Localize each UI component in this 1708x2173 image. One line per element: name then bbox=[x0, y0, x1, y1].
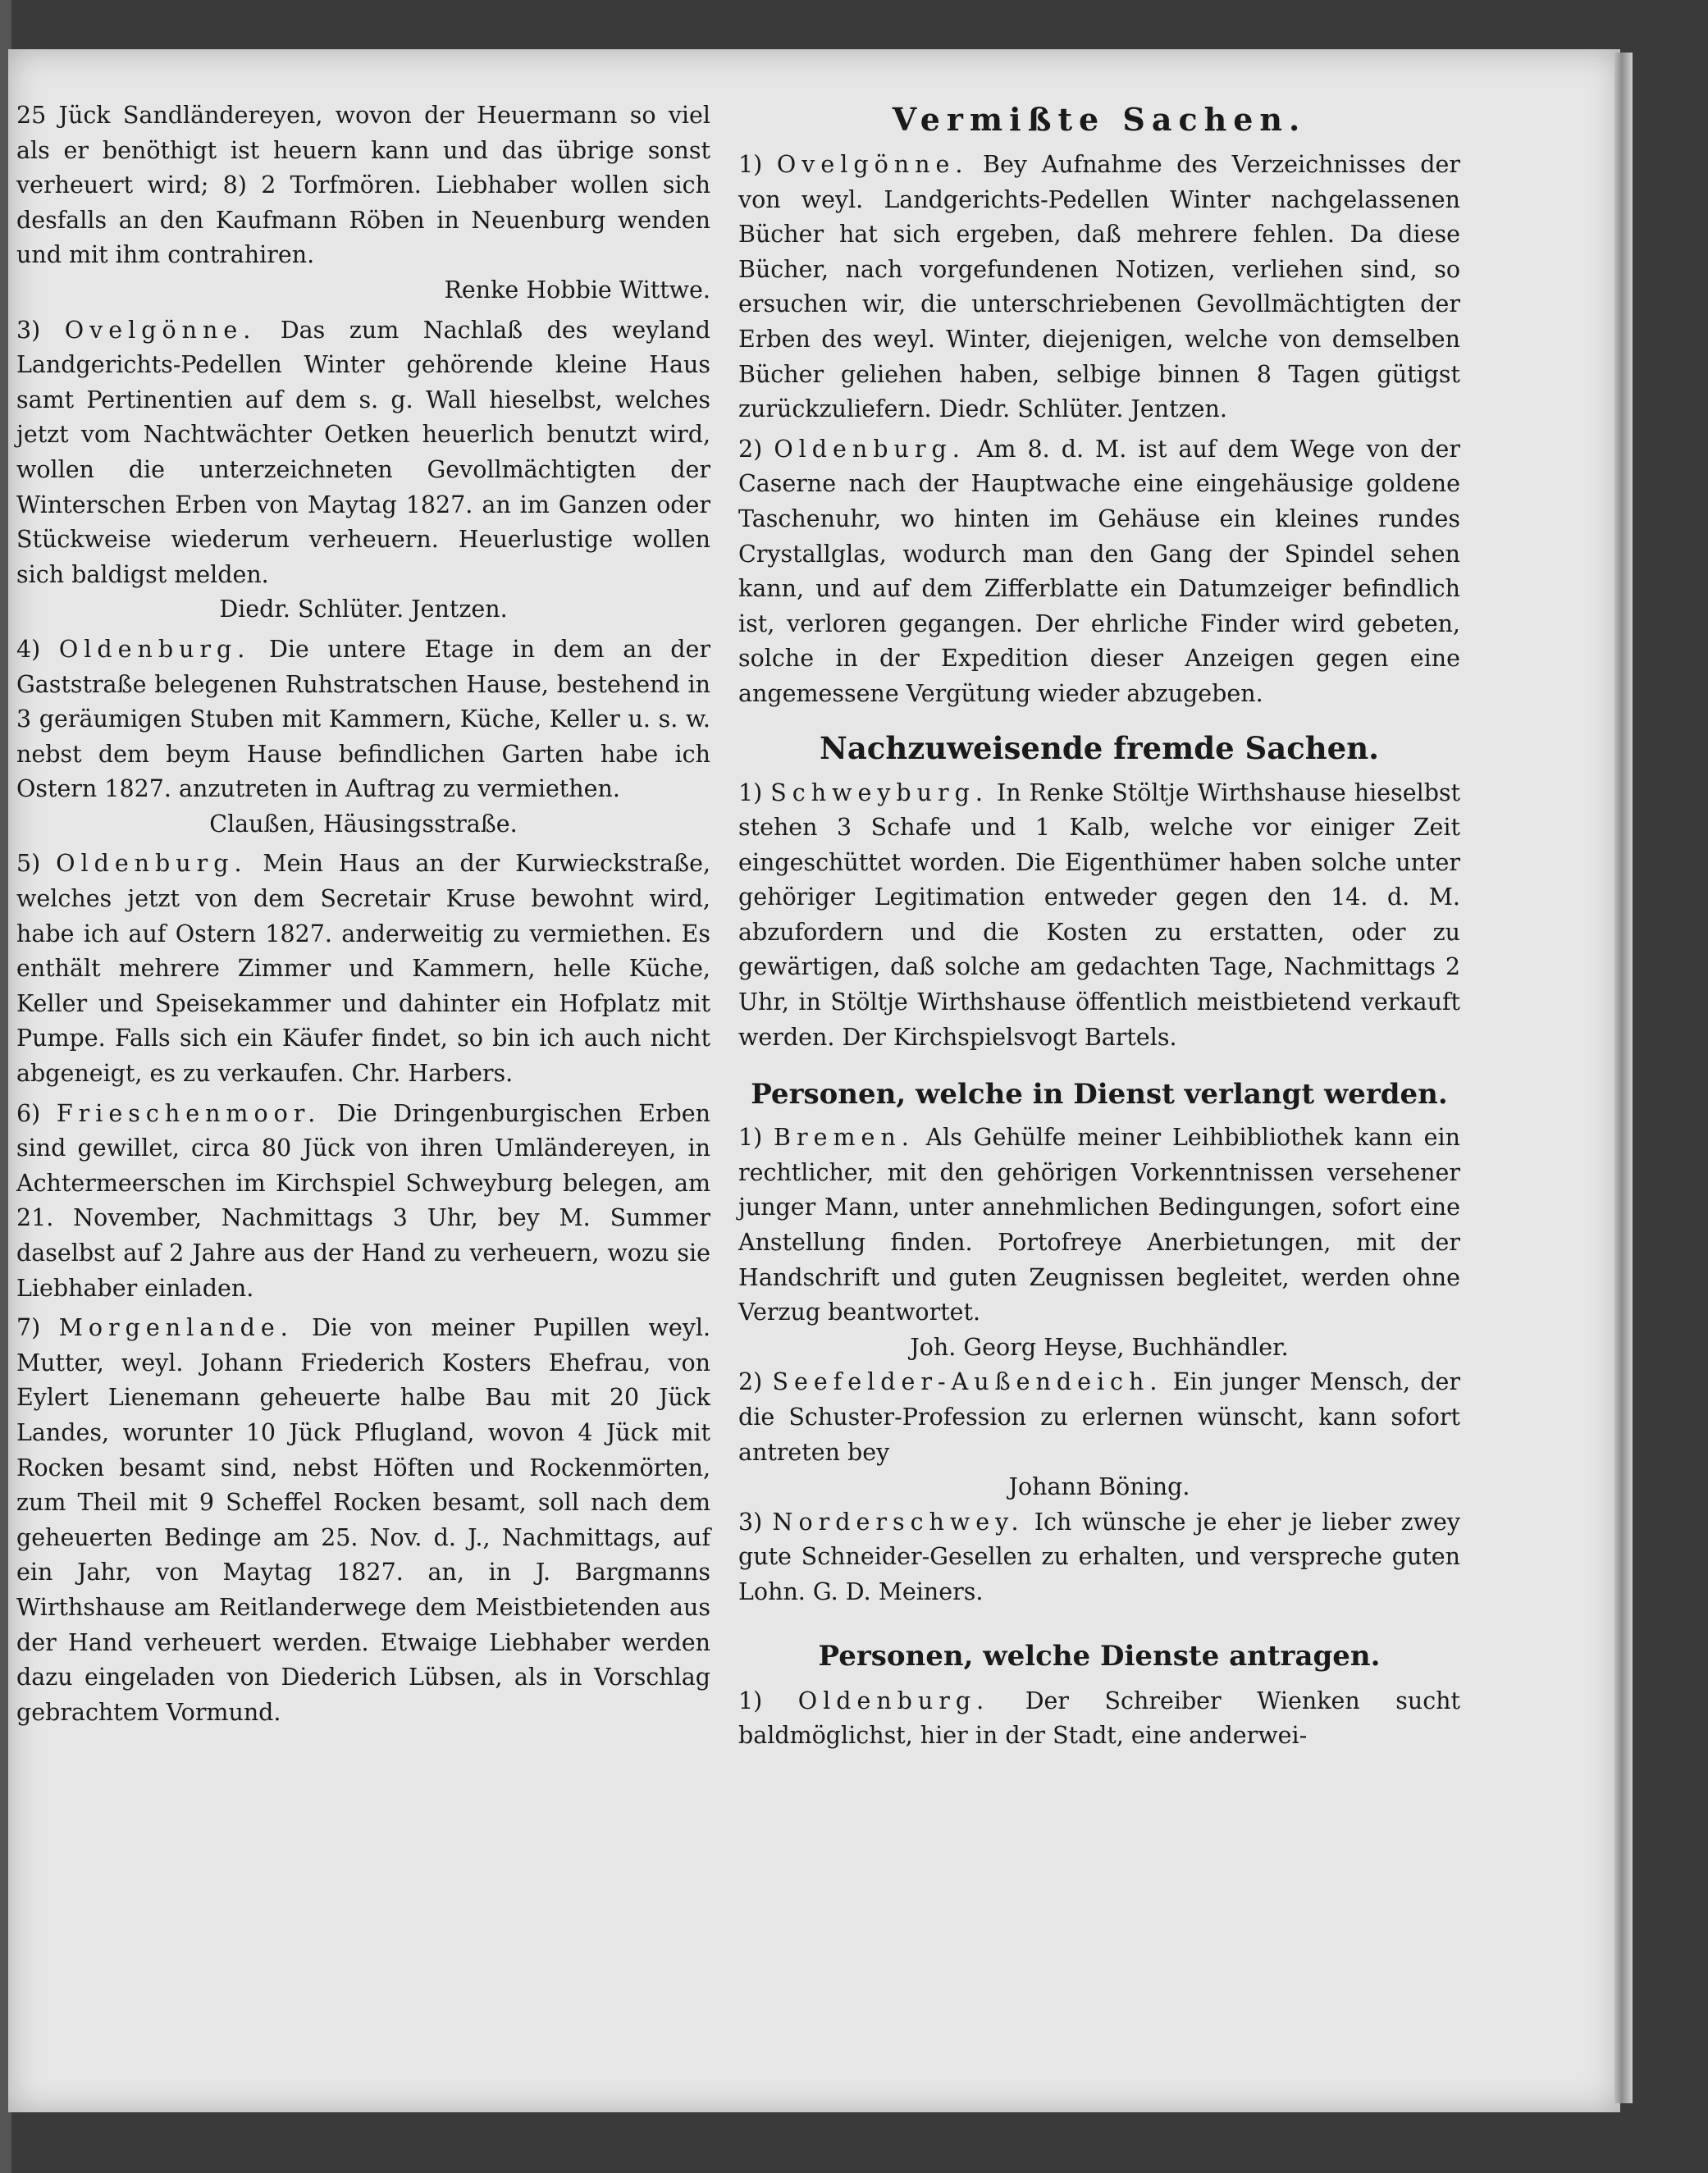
notice-entry bbox=[16, 847, 710, 1091]
signature: Diedr. Schlüter. Jentzen. bbox=[938, 395, 1227, 423]
entry-place: Oldenburg. bbox=[797, 1687, 990, 1714]
entry-text: Mein Haus an der Kurwieckstraße, welches jetzt von dem Secretair Kruse bewohnt wird, habe ich auf Ostern 1827. anderweitig zu vermiethen. Es enthält mehrere Zimmer und Kammern, helle Küche, Keller und Speisekammer und dahinter ein Hofplatz mit Pumpe. Falls sich ein Käufer findet, so bin ich auch nicht abgeneigt, es zu verkaufen. bbox=[16, 850, 711, 1088]
right-column bbox=[738, 98, 1460, 1754]
signature: Chr. Harbers. bbox=[351, 1060, 514, 1088]
entry-place: Oldenburg. bbox=[774, 435, 966, 463]
notice-entry bbox=[738, 1121, 1460, 1365]
entry-place: Morgenlande. bbox=[58, 1314, 294, 1342]
signature: Diedr. Schlüter. Jentzen. bbox=[219, 596, 508, 623]
entry-number: 1) bbox=[738, 1124, 763, 1152]
continued-paragraph bbox=[16, 98, 710, 308]
paragraph-text: 25 Jück Sandländereyen, wovon der Heuermann so viel als er benöthigt ist heuern kann und das übrige sonst verheuert wird; 8) 2 Torfmören. Liebhaber wollen sich desfalls an den Kaufmann Röben in Neuenburg wenden und mit ihm contrahiren. bbox=[16, 102, 710, 269]
notice-entry bbox=[16, 632, 710, 842]
entry-text: In Renke Stöltje Wirthshause hieselbst stehen 3 Schafe und 1 Kalb, welche vor einiger Zeit eingeschüttet worden. Die Eigenthümer haben solche unter gehöriger Legitimation entweder gegen den 14. d. M. abzufordern und die Kosten zu erstatten, oder zu gewärtigen, daß solche am gedachten Tage, Nachmittags 2 Uhr, in Stöltje Wirthshause öffentlich meistbietend verkauft werden. bbox=[738, 778, 1461, 1051]
entry-number: 1) bbox=[738, 151, 763, 178]
entry-number: 3) bbox=[738, 1508, 763, 1536]
entry-place: Frieschenmoor. bbox=[56, 1099, 322, 1127]
entry-text: Am 8. d. M. ist auf dem Wege von der Caserne nach der Hauptwache eine eingehäusige goldene Taschenuhr, wo hinten im Gehäuse ein kleines rundes Crystallglas, wodurch man den Gang der Spindel sehen kann, und auf dem Zifferblatte ein Datumzeiger befindlich ist, verloren gegangen. Der ehrliche Finder wird gebeten, solche in der Expedition dieser Anzeigen gegen eine angemessene Vergütung wieder abzugeben. bbox=[738, 435, 1461, 707]
section-heading: Nachzuweisende fremde Sachen. bbox=[820, 729, 1379, 766]
entry-number: 3) bbox=[16, 316, 41, 344]
notice-entry bbox=[738, 1505, 1460, 1610]
signature: Johann Böning. bbox=[1008, 1473, 1190, 1501]
entry-text: Ich wünsche je eher je lieber zwey gute Schneider-Gesellen zu erhalten, und verspreche guten Lohn. bbox=[738, 1508, 1460, 1605]
entry-place: Oldenburg. bbox=[58, 635, 251, 663]
entry-text: Die untere Etage in dem an der Gaststraße belegenen Ruhstratschen Hause, bestehend in 3 geräumigen Stuben mit Kammern, Küche, Keller u. s. w. nebst dem beym Hause befindlichen Garten habe ich Ostern 1827. anzutreten in Auftrag zu vermiethen. bbox=[16, 635, 710, 803]
entry-place: Ovelgönne. bbox=[64, 316, 257, 344]
notice-entry bbox=[738, 776, 1460, 1056]
entry-place: Bremen. bbox=[774, 1124, 915, 1152]
entry-number: 2) bbox=[738, 1368, 763, 1396]
entry-text: Ein junger Mensch, der die Schuster-Profession zu erlernen wünscht, kann sofort antreten bey bbox=[738, 1368, 1460, 1466]
entry-place: Ovelgönne. bbox=[776, 151, 969, 178]
entry-number: 1) bbox=[738, 778, 763, 806]
signature: Claußen, Häusingsstraße. bbox=[209, 810, 518, 838]
page-stack-edge bbox=[1614, 52, 1633, 2103]
entry-number: 7) bbox=[16, 1314, 41, 1342]
entry-text: Bey Aufnahme des Verzeichnisses der von weyl. Landgerichts-Pedellen Winter nachgelassenen Bücher hat sich ergeben, daß mehrere fehlen. Da diese Bücher, nach vorgefundenen Notizen, verliehen sind, so ersuchen wir, die unterschriebenen Gevollmächtigten der Erben des weyl. Winter, diejenigen, welche von demselben Bücher geliehen haben, selbige binnen 8 Tagen gütigst zurückzuliefern. bbox=[738, 151, 1461, 423]
section-heading: Personen, welche in Dienst verlangt werden. bbox=[751, 1078, 1448, 1112]
notice-entry bbox=[738, 148, 1460, 427]
signature: Der Kirchspielsvogt Bartels. bbox=[842, 1023, 1177, 1051]
entry-place: Schweyburg. bbox=[770, 778, 989, 806]
entry-number: 2) bbox=[738, 435, 763, 463]
entry-place: Norderschwey. bbox=[772, 1508, 1025, 1536]
notice-entry bbox=[16, 313, 710, 628]
entry-text: Die von meiner Pupillen weyl. Mutter, weyl. Johann Friederich Kosters Ehefrau, von Eylert Lienemann geheuerte halbe Bau mit 20 Jück Landes, worunter 10 Jück Pflugland, wovon 4 Jück mit Rocken besamt sind, nebst Höften und Rockenmörten, zum Theil mit 9 Scheffel Rocken besamt, soll nach dem geheuerten Bedinge am 25. Nov. d. J., Nachmittags, auf ein Jahr, von Maytag 1827. an, in J. Bargmanns Wirthshause am Reitlanderwege dem Meistbietenden aus der Hand verheuert werden. Etwaige Liebhaber werden dazu eingeladen von Diederich Lübsen, als in Vorschlag gebrachtem Vormund. bbox=[16, 1314, 711, 1726]
section-heading: Personen, welche Dienste antragen. bbox=[818, 1639, 1381, 1673]
entry-place: Oldenburg. bbox=[56, 850, 248, 878]
notice-entry bbox=[16, 1311, 710, 1730]
signature: G. D. Meiners. bbox=[812, 1577, 984, 1605]
notice-entry bbox=[16, 1097, 710, 1307]
notice-entry bbox=[738, 1365, 1460, 1504]
notice-entry bbox=[738, 1684, 1460, 1754]
entry-text: Das zum Nachlaß des weyland Landgerichts-Pedellen Winter gehörende kleine Haus samt Pertinentien auf dem s. g. Wall hieselbst, welches jetzt vom Nachtwächter Oetken heuerlich benutzt wird, wollen die unterzeichneten Gevollmächtigten der Winterschen Erben von Maytag 1827. an im Ganzen oder Stückweise wiederum verheuern. Heuerlustige wollen sich baldigst melden. bbox=[16, 316, 710, 588]
entry-text: Als Gehülfe meiner Leihbibliothek kann ein rechtlicher, mit den gehörigen Vorkenntnissen versehener junger Mann, unter annehmlichen Bedingungen, sofort eine Anstellung finden. Portofreye Anerbietungen, mit der Handschrift und guten Zeugnissen begleitet, werden ohne Verzug beantwortet. bbox=[738, 1124, 1460, 1326]
entry-number: 5) bbox=[16, 850, 41, 878]
entry-number: 4) bbox=[16, 635, 41, 663]
entry-text: Die Dringenburgischen Erben sind gewillet, circa 80 Jück von ihren Umländereyen, in Achtermeerschen im Kirchspiel Schweyburg belegen, am 21. November, Nachmittags 3 Uhr, bey M. Summer daselbst auf 2 Jahre aus der Hand zu verheuern, wozu sie Liebhaber einladen. bbox=[16, 1099, 711, 1302]
signature: Joh. Georg Heyse, Buchhändler. bbox=[910, 1333, 1289, 1361]
section-heading: Vermißte Sachen. bbox=[892, 101, 1307, 138]
left-column bbox=[16, 98, 710, 1730]
notice-entry bbox=[738, 432, 1460, 712]
entry-number: 6) bbox=[16, 1099, 41, 1127]
entry-place: Seefelder-Außendeich. bbox=[772, 1368, 1163, 1396]
entry-text: Der Schreiber Wienken sucht baldmöglichst, hier in der Stadt, eine anderwei- bbox=[738, 1687, 1460, 1750]
entry-number: 1) bbox=[738, 1687, 763, 1714]
signature: Renke Hobbie Wittwe. bbox=[444, 276, 710, 304]
